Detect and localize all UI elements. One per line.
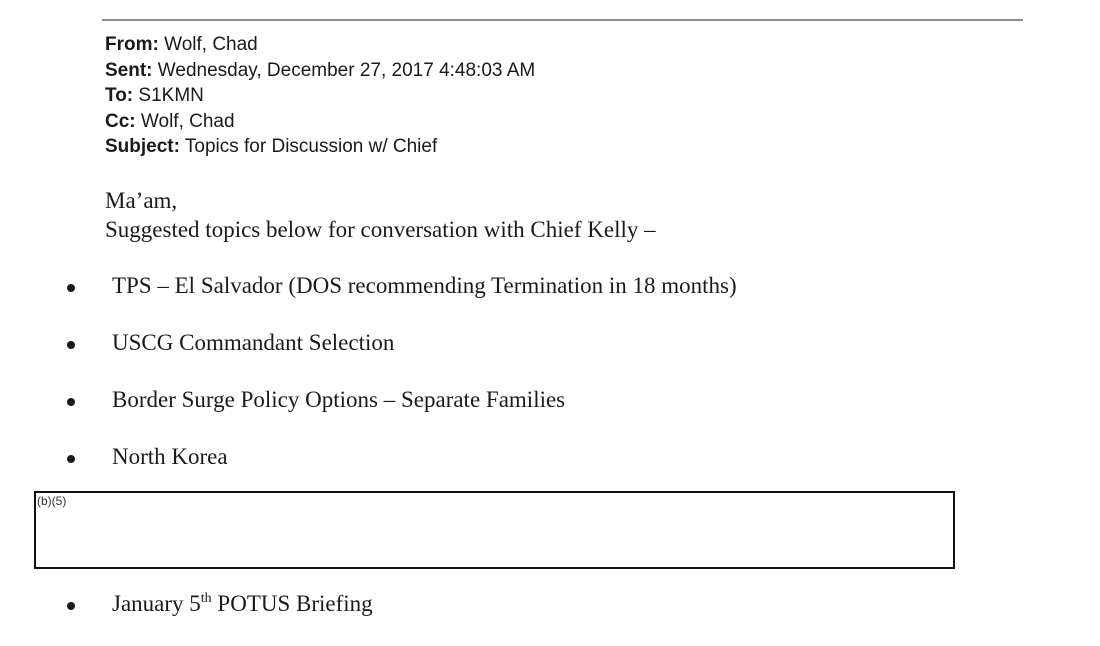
list-item [0,271,1100,301]
to-value: S1KMN [138,85,204,106]
topic-text: North Korea [112,444,228,469]
subject-value: Topics for Discussion w/ Chief [184,136,438,157]
header-divider [102,19,1023,21]
cc-label: Cc: [105,110,136,132]
list-item [0,385,1100,415]
sent-value: Wednesday, December 27, 2017 4:48:03 AM [157,59,536,81]
redaction-box [34,491,955,569]
to-label: To: [105,85,134,106]
sent-label: Sent: [105,59,153,81]
subject-row [105,134,535,160]
bullet-icon [67,398,75,406]
from-row [105,32,535,58]
email-header [105,32,535,160]
topic-text: TPS – El Salvador (DOS recommending Termination in 18 months) [112,273,737,298]
list-item [0,328,1100,358]
email-body [105,186,656,244]
bullet-icon [67,341,75,349]
topic-text [112,589,373,619]
topic-text-rest: POTUS Briefing [211,591,373,616]
topic-text-main: January 5 [112,591,201,616]
sent-row [105,58,535,84]
list-item [0,589,1100,619]
redaction-code: (b)(5) [37,494,67,508]
cc-value: Wolf, Chad [140,110,235,132]
topic-text: USCG Commandant Selection [112,330,395,355]
bullet-icon [67,602,75,610]
topic-text: Border Surge Policy Options – Separate Families [112,387,566,412]
salutation: Ma’am, [105,188,178,213]
from-value: Wolf, Chad [164,34,258,55]
bullet-icon [67,455,75,463]
ordinal-suffix: th [200,591,212,606]
cc-row [105,109,535,135]
bullet-icon [67,284,75,292]
intro-line: Suggested topics below for conversation with Chief Kelly – [105,217,656,242]
from-label: From: [105,34,159,55]
subject-label: Subject: [105,136,180,157]
list-item [0,442,1100,472]
to-row [105,83,535,109]
